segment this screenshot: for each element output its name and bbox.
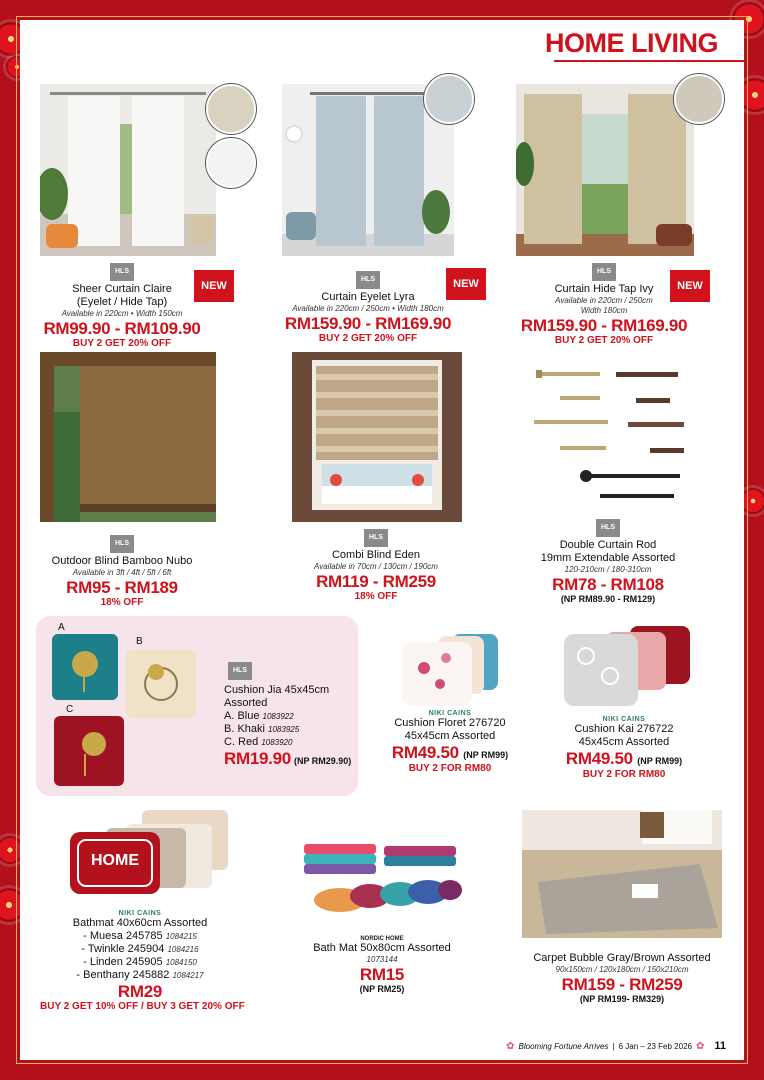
product-price: RM159.90 - RM169.90 <box>520 316 688 335</box>
product-image-bathmat <box>66 810 232 896</box>
towel-stack-illustration <box>300 840 462 920</box>
product-cushion-kai <box>540 716 708 781</box>
product-double-curtain-rod <box>510 516 706 604</box>
page-number: 11 <box>714 1040 726 1052</box>
product-sheer-curtain-claire <box>30 260 214 350</box>
product-name: Combi Blind Eden <box>331 549 421 561</box>
brand-logo: NIKI CAINS <box>118 910 162 917</box>
plum-blossom-icon: ✿ <box>506 1040 515 1052</box>
variant-row: B. Khaki 1083925 <box>224 723 300 735</box>
product-code: 1073144 <box>366 955 398 964</box>
product-name: (Eyelet / Hide Tap) <box>76 296 168 308</box>
header-rule <box>554 60 744 62</box>
floral-pattern-icon <box>52 634 118 700</box>
product-combi-blind-eden <box>276 526 476 603</box>
product-normal-price: (NP RM99) <box>637 756 683 766</box>
product-name: Double Curtain Rod <box>559 539 657 551</box>
variant-row: - Muesa 245785 1084215 <box>83 930 197 942</box>
product-name: Bath Mat 50x80cm Assorted <box>313 942 451 954</box>
product-name: Outdoor Blind Bamboo Nubo <box>51 555 193 567</box>
variant-row: - Benthany 245882 1084217 <box>76 969 204 981</box>
cushion-red-image <box>54 716 124 786</box>
variant-label: A <box>58 622 65 633</box>
product-price: RM19.90 <box>224 749 291 768</box>
product-price: RM29 <box>117 982 163 1001</box>
product-price: RM49.50 <box>565 749 633 768</box>
variant-row: A. Blue 1083922 <box>224 710 294 722</box>
page-title: HOME LIVING <box>544 28 718 58</box>
product-price: RM99.90 - RM109.90 <box>43 319 201 338</box>
brand-logo: HLS <box>364 529 388 547</box>
product-availability: 120-210cm / 180-310cm <box>564 565 652 574</box>
product-offer: BUY 2 GET 20% OFF <box>318 333 418 344</box>
product-offer: BUY 2 FOR RM80 <box>408 763 492 774</box>
product-bathmat-assorted <box>40 910 245 1013</box>
product-name: Curtain Eyelet Lyra <box>321 291 415 303</box>
product-offer: 18% OFF <box>354 591 398 602</box>
product-availability: Available in 70cm / 130cm / 190cm <box>314 562 438 571</box>
product-image-bamboo-blind <box>40 352 216 522</box>
product-carpet-bubble <box>520 952 724 1004</box>
product-normal-price: (NP RM89.90 - RM129) <box>560 594 656 604</box>
product-offer: BUY 2 GET 20% OFF <box>72 338 172 349</box>
new-badge: NEW <box>194 270 234 302</box>
product-name: 45x45cm Assorted <box>578 736 670 748</box>
product-name: Cushion Jia 45x45cm Assorted <box>224 684 330 709</box>
cushion-blue-image <box>52 634 118 700</box>
fabric-swatch <box>674 74 724 124</box>
product-price: RM119 - RM259 <box>316 572 436 591</box>
variant-label: B <box>136 636 143 647</box>
blind-illustration <box>40 352 216 522</box>
brand-logo: HLS <box>592 263 616 281</box>
new-badge: NEW <box>446 268 486 300</box>
floral-pattern-icon <box>126 650 196 718</box>
curtain-rod-illustration <box>530 360 690 510</box>
product-price: RM15 <box>359 965 405 984</box>
product-curtain-eyelet-lyra <box>268 268 468 345</box>
variant-row: - Linden 245905 1084150 <box>83 956 197 968</box>
plum-blossom-icon: ✿ <box>695 1040 705 1052</box>
product-offer: 18% OFF <box>100 597 144 608</box>
product-name: Curtain Hide Tap Ivy <box>554 283 654 295</box>
product-price: RM159 - RM259 <box>561 975 683 994</box>
product-image-sheer-curtain <box>40 84 216 256</box>
product-normal-price: (NP RM99) <box>463 750 509 760</box>
product-price: RM95 - RM189 <box>66 578 178 597</box>
brand-logo: NIKI CAINS <box>602 716 646 723</box>
product-normal-price: (NP RM25) <box>359 984 405 994</box>
floral-pattern-icon <box>54 716 124 786</box>
product-availability: Available in 220cm / 250cm • Width 180cm <box>292 304 444 313</box>
product-name: Cushion Kai 276722 <box>574 723 674 735</box>
product-availability: 90x150cm / 120x180cm / 150x210cm <box>555 965 689 974</box>
product-availability: Available in 220cm • Width 150cm <box>61 309 183 318</box>
product-offer: BUY 2 GET 20% OFF <box>554 335 654 346</box>
fabric-swatch <box>424 74 474 124</box>
cushion-jia-details <box>224 684 358 768</box>
footer-divider: | <box>612 1041 615 1051</box>
catalog-page <box>20 20 744 1060</box>
brand-logo: HLS <box>228 662 252 680</box>
product-cushion-floret <box>366 710 534 775</box>
variant-row: C. Red 1083920 <box>224 736 293 748</box>
product-price: RM159.90 - RM169.90 <box>284 314 452 333</box>
campaign-dates: 6 Jan – 23 Feb 2026 <box>618 1041 692 1051</box>
product-availability: Available in 220cm / 250cm <box>555 296 653 305</box>
cushion-illustration <box>394 628 506 708</box>
brand-logo: NIKI CAINS <box>428 710 472 717</box>
cushion-illustration <box>560 624 696 708</box>
product-price: RM49.50 <box>391 743 459 762</box>
product-availability: Width 180cm <box>580 306 628 315</box>
brand-logo: HLS <box>110 263 134 281</box>
product-image-carpet <box>522 810 722 938</box>
product-image-curtain-rods <box>530 360 690 510</box>
product-curtain-hide-tap-ivy <box>506 260 702 347</box>
page-footer <box>506 1040 726 1052</box>
product-name: 45x45cm Assorted <box>404 730 496 742</box>
product-offer: BUY 2 FOR RM80 <box>582 769 666 780</box>
new-badge: NEW <box>670 270 710 302</box>
curtain-illustration <box>40 84 216 256</box>
brand-logo: HLS <box>110 535 134 553</box>
curtain-illustration <box>516 84 694 256</box>
product-name: Sheer Curtain Claire <box>72 283 172 295</box>
product-normal-price: (NP RM29.90) <box>293 756 352 766</box>
product-image-cushion-floret <box>394 628 506 708</box>
product-outdoor-blind-bamboo-nubo <box>30 532 214 609</box>
product-image-curtain-ivy <box>516 84 694 256</box>
product-image-combi-blind <box>292 352 462 522</box>
blind-illustration <box>292 352 462 522</box>
product-image-bath-mat-nordic <box>300 840 462 920</box>
campaign-name: Blooming Fortune Arrives <box>518 1041 609 1051</box>
variant-label: C <box>66 704 74 715</box>
product-availability: Available in 3ft / 4ft / 5ft / 6ft <box>72 568 172 577</box>
product-name: Cushion Floret 276720 <box>394 717 506 729</box>
brand-logo: HLS <box>596 519 620 537</box>
product-image-cushion-kai <box>560 624 696 708</box>
product-name: 19mm Extendable Assorted <box>540 552 676 564</box>
variant-row: - Twinkle 245904 1084216 <box>81 943 199 955</box>
cushion-jia-panel <box>36 616 358 796</box>
brand-logo: HLS <box>356 271 380 289</box>
product-name: Carpet Bubble Gray/Brown Assorted <box>533 952 711 964</box>
fabric-swatch <box>206 138 256 188</box>
brand-logo: NORDIC HOME <box>360 936 404 942</box>
cushion-khaki-image <box>126 650 196 718</box>
carpet-illustration <box>522 810 722 938</box>
product-offer: BUY 2 GET 10% OFF / BUY 3 GET 20% OFF <box>40 1001 245 1012</box>
product-name: Bathmat 40x60cm Assorted <box>72 917 208 929</box>
product-price: RM78 - RM108 <box>552 575 664 594</box>
bathmat-mat-text: HOME <box>91 852 139 869</box>
product-bath-mat-nordic <box>290 936 474 994</box>
fabric-swatch <box>206 84 256 134</box>
product-normal-price: (NP RM199- RM329) <box>579 994 665 1004</box>
